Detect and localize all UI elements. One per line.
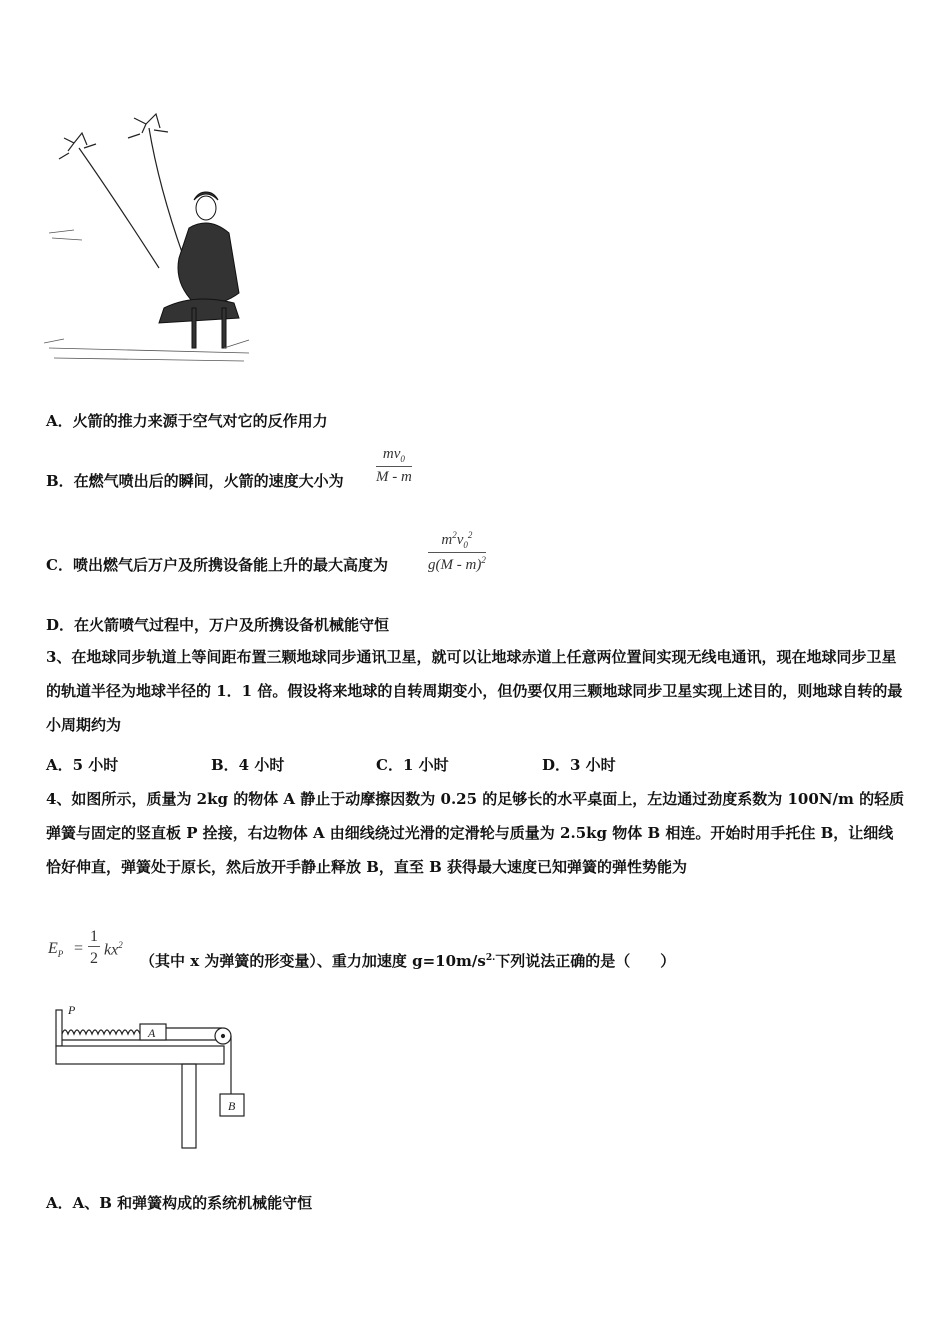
q3-option-a: A．5 小时 — [46, 756, 119, 774]
q4-option-a: A．A、B 和弹簧构成的系统机械能守恒 — [46, 1194, 313, 1212]
q3-stem: 3、在地球同步轨道上等间距布置三颗地球同步通讯卫星，就可以让地球赤道上任意两位置间实现无线电通讯，现在地球同步卫星的轨道半径为地球半径的 1．1 倍。假设将来地球的自转周期变小，但仍要仅用三颗地球同步卫星实现上述目的，则地球自转的最小周期约为 — [46, 648, 903, 734]
formula-denominator: M - m — [376, 469, 412, 485]
q4-tail-text: （其中 x 为弹簧的形变量）、重力加速度 g=10m/s — [140, 952, 486, 970]
formula-sup: 2 — [118, 940, 123, 950]
q4-formula-tail — [140, 950, 675, 971]
q2-option-d: D．在火箭喷气过程中，万户及所携设备机械能守恒 — [46, 616, 390, 634]
q4-tail-sup: 2. — [485, 953, 496, 963]
q3-option-c: C．1 小时 — [376, 756, 449, 774]
formula-sub: P — [57, 949, 64, 960]
q4-stem: 4、如图所示，质量为 2kg 的物体 A 静止于动摩擦因数为 0.25 的足够长的水平桌面上，左边通过劲度系数为 100N/m 的轻质弹簧与固定的竖直板 P 拴接，右边物体 A 由细线绕过光滑的定滑轮与质量为 2.5kg 物体 B 相连。开始时用手托住 B，让细线恰好伸直，弹簧处于原长，然后放开手静止释放 B，直至 B 获得最大速度已知弹簧的弹性势能为 — [46, 790, 905, 876]
formula-numerator: m — [441, 532, 453, 548]
formula-equals: = — [74, 940, 84, 957]
q2-option-b-formula — [376, 446, 412, 486]
tabletop — [56, 1046, 224, 1064]
formula-denominator: g(M - m) — [428, 557, 482, 573]
q2-option-c-formula — [428, 530, 486, 574]
formula-denominator: 2 — [90, 950, 98, 967]
formula-numerator-tail: v — [456, 532, 464, 548]
q2-option-c: C．喷出燃气后万户及所携设备能上升的最大高度为 — [46, 556, 388, 574]
formula-numerator: mv — [382, 446, 401, 462]
spring-pulley-diagram — [50, 1004, 260, 1154]
formula-rhs: kx — [104, 941, 119, 959]
formula-sup: 2 — [467, 530, 473, 540]
formula-lhs: E — [48, 940, 58, 957]
wanhu-rocket-illustration — [44, 108, 254, 373]
q4-tail-end: 下列说法正确的是（ ） — [495, 952, 676, 970]
q3-option-b: B．4 小时 — [211, 756, 285, 774]
formula-numerator: 1 — [90, 928, 98, 945]
formula-sub: 0 — [463, 540, 468, 550]
q2-option-a: A．火箭的推力来源于空气对它的反作用力 — [46, 412, 328, 430]
q2-option-b: B．在燃气喷出后的瞬间，火箭的速度大小为 — [46, 472, 344, 490]
spring — [62, 1030, 146, 1034]
formula-sup: 2 — [452, 530, 457, 540]
label-p: P — [68, 1004, 76, 1017]
q3-option-d: D．3 小时 — [542, 756, 616, 774]
table-leg — [182, 1064, 196, 1148]
formula-sup: 2 — [481, 555, 486, 565]
formula-sub: 0 — [400, 454, 405, 464]
plate-p — [56, 1010, 62, 1046]
label-b: B — [228, 1099, 236, 1113]
label-a: A — [148, 1026, 156, 1040]
